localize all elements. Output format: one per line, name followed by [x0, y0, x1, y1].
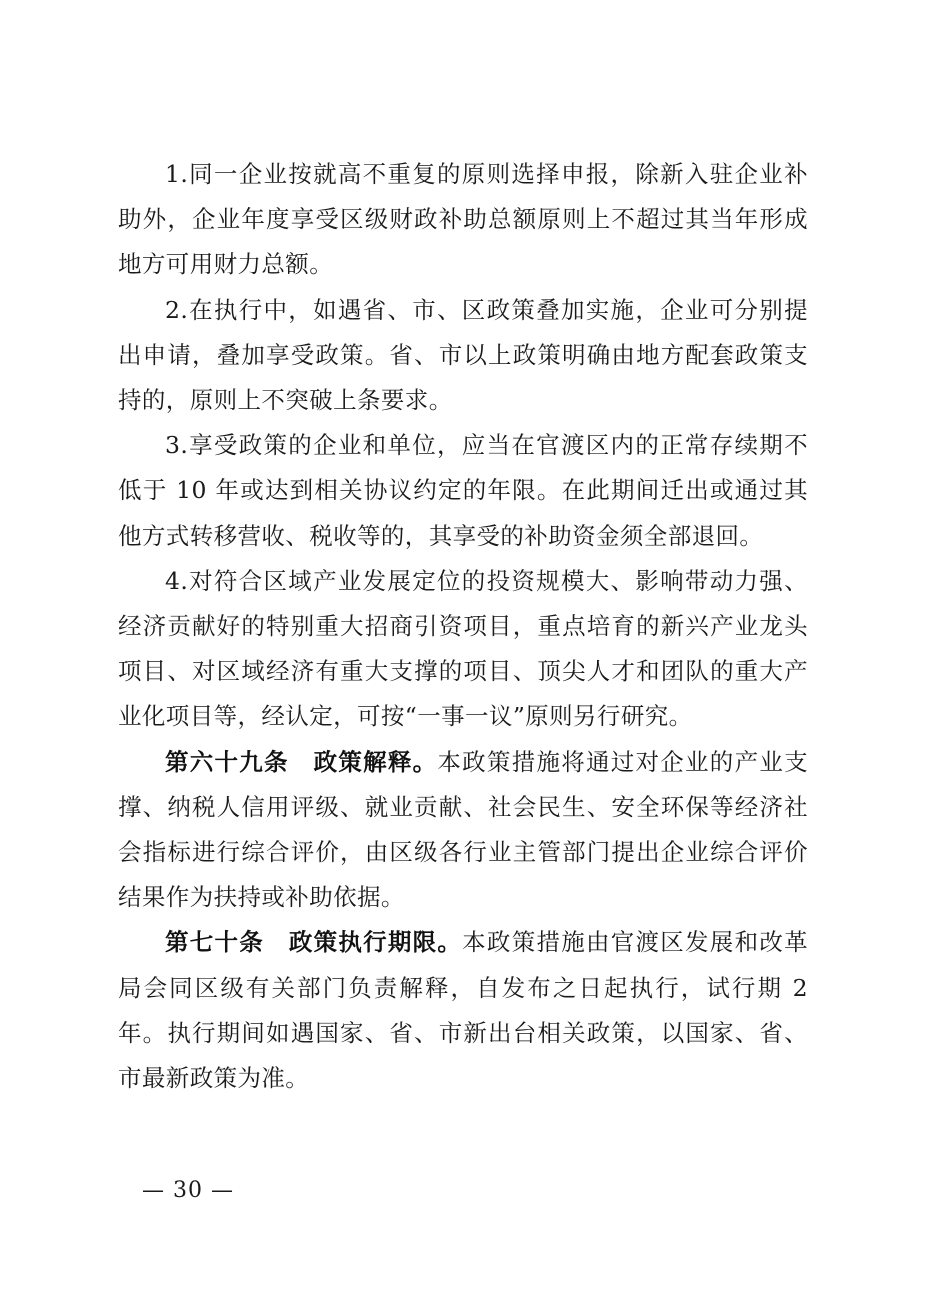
clause-paragraph-3: 3.享受政策的企业和单位，应当在官渡区内的正常存续期不低于 10 年或达到相关协议约定的年限。在此期间迁出或通过其他方式转移营收、税收等的，其享受的补助资金须全部退回。	[118, 431, 808, 550]
article-69-heading: 第六十九条 政策解释。	[165, 747, 438, 776]
page-number: — 30 —	[142, 1178, 234, 1203]
article-70	[118, 920, 808, 1101]
clause-paragraph-1: 1.同一企业按就高不重复的原则选择申报，除新入驻企业补助外，企业年度享受区级财政补助总额原则上不超过其当年形成地方可用财力总额。	[118, 160, 808, 279]
article-70-text: 本政策措施由官渡区发展和改革局会同区级有关部门负责解释，自发布之日起执行，试行期 2 年。执行期间如遇国家、省、市新出台相关政策，以国家、省、市最新政策为准。	[118, 928, 808, 1093]
document-body	[118, 152, 808, 1101]
article-69-text: 本政策措施将通过对企业的产业支撑、纳税人信用评级、就业贡献、社会民生、安全环保等经济社会指标进行综合评价，由区级各行业主管部门提出企业综合评价结果作为扶持或补助依据。	[118, 747, 808, 912]
article-70-heading: 第七十条 政策执行期限。	[165, 928, 463, 957]
article-69	[118, 740, 808, 921]
clause-paragraph-4: 4.对符合区域产业发展定位的投资规模大、影响带动力强、经济贡献好的特别重大招商引资项目，重点培育的新兴产业龙头项目、对区域经济有重大支撑的项目、顶尖人才和团队的重大产业化项目等，经认定，可按“一事一议”原则另行研究。	[118, 566, 808, 731]
clause-paragraph-2: 2.在执行中，如遇省、市、区政策叠加实施，企业可分别提出申请，叠加享受政策。省、市以上政策明确由地方配套政策支持的，原则上不突破上条要求。	[118, 295, 808, 415]
